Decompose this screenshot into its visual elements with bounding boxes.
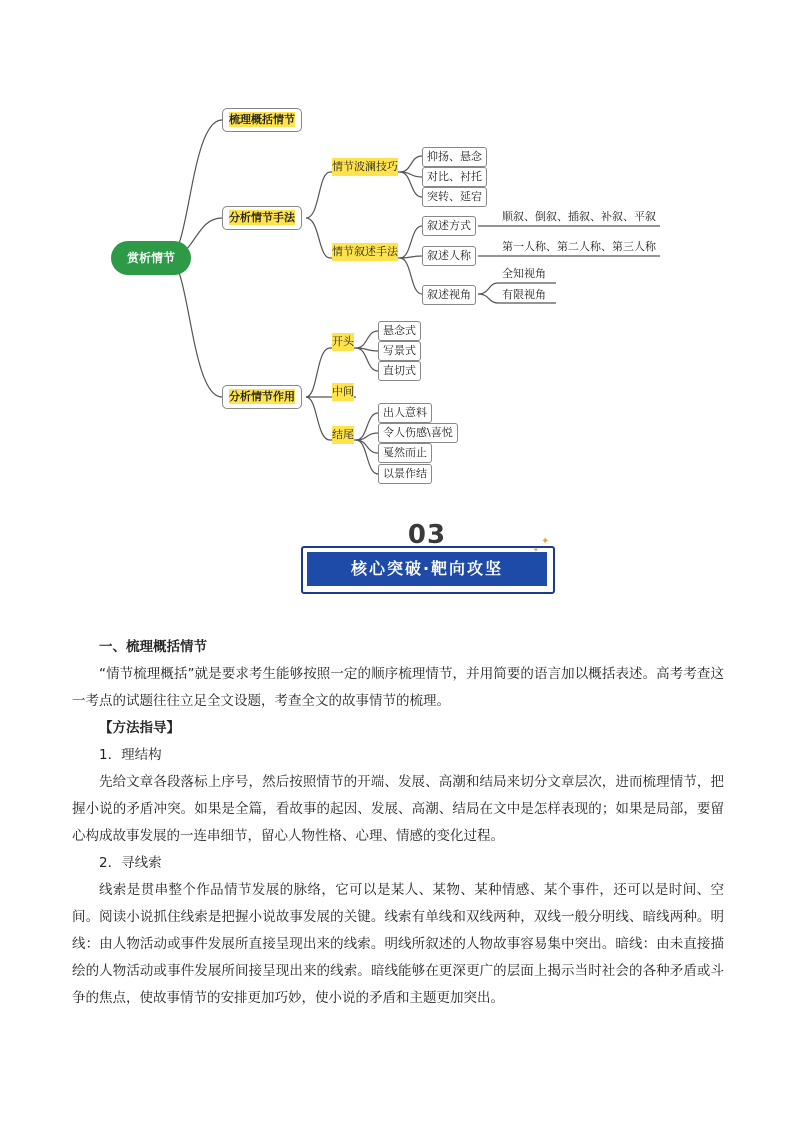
sparkle-icon: ✦ <box>541 536 550 547</box>
detail-omniscient-view: 全知视角 <box>502 267 546 280</box>
point1-paragraph: 先给文章各段落标上序号，然后按照情节的开端、发展、高潮和结局来切分文章层次，进而梳理情节，把握小说的矛盾冲突。如果是全篇，看故事的起因、发展、高潮、结局在文中是怎样表现的；如果是局部，要留心构成故事发展的一连串细节，留心人物性格、心理、情感的变化过程。 <box>72 774 724 844</box>
section-heading: 一、梳理概括情节 <box>99 639 207 655</box>
item-scenery-end: 以景作结 <box>378 464 432 484</box>
sub-narration-methods: 情节叙述手法 <box>332 243 398 261</box>
document-body <box>72 634 724 1012</box>
point1-title: 1．理结构 <box>99 747 162 763</box>
point2-title: 2．寻线索 <box>99 855 162 871</box>
item-abrupt-end: 戛然而止 <box>378 443 432 463</box>
point2-paragraph: 线索是贯串整个作品情节发展的脉络，它可以是某人、某物、某种情感、某个事件，还可以是时间、空间。阅读小说抓住线索是把握小说故事发展的关键。线索有单线和双线两种，双线一般分明线、暗线两种。明线：由人物活动或事件发展所直接呈现出来的线索。明线所叙述的人物故事容易集中突出。暗线：由未直接描绘的人物活动或事件发展所间接呈现出来的线索。暗线能够在更深更广的层面上揭示当时社会的各种矛盾或斗争的焦点，使故事情节的安排更加巧妙，使小说的矛盾和主题更加突出。 <box>72 882 724 1006</box>
sub-middle: 中间 <box>332 383 354 401</box>
item-narration-mode: 叙述方式 <box>422 216 476 236</box>
detail-narration-mode: 顺叙、倒叙、插叙、补叙、平叙 <box>502 210 656 223</box>
item-narration-person: 叙述人称 <box>422 246 476 266</box>
item-narration-perspective: 叙述视角 <box>422 285 476 305</box>
item-duibi-chentuo: 对比、衬托 <box>422 167 487 187</box>
sub-opening: 开头 <box>332 333 354 351</box>
branch-summarize-plot: 梳理概括情节 <box>222 108 302 132</box>
section-title: 核心突破·靶向攻坚 <box>307 552 547 586</box>
item-direct-style: 直切式 <box>378 361 421 381</box>
item-suspense-style: 悬念式 <box>378 321 421 341</box>
item-sad-joyful: 令人伤感\喜悦 <box>378 423 458 443</box>
branch-plot-technique: 分析情节手法 <box>222 206 302 230</box>
item-unexpected: 出人意料 <box>378 403 432 423</box>
sub-plot-twist-skills: 情节波澜技巧 <box>332 158 398 176</box>
section-number: 03 <box>407 520 447 550</box>
item-tuzhuan-yandang: 突转、延宕 <box>422 187 487 207</box>
sub-ending: 结尾 <box>332 426 354 444</box>
mindmap-root: 赏析情节 <box>111 241 191 275</box>
item-scenery-style: 写景式 <box>378 341 421 361</box>
detail-narration-person: 第一人称、第二人称、第三人称 <box>502 240 656 253</box>
sparkle-small-icon: ✦ <box>533 546 539 554</box>
intro-paragraph: “情节梳理概括”就是要求考生能够按照一定的顺序梳理情节，并用简要的语言加以概括表述。高考考查这一考点的试题往往立足全文设题，考查全文的故事情节的梳理。 <box>72 666 724 709</box>
item-yiyang-xuannian: 抑扬、悬念 <box>422 147 487 167</box>
branch-plot-function: 分析情节作用 <box>222 385 302 409</box>
method-label: 【方法指导】 <box>99 720 180 736</box>
detail-limited-view: 有限视角 <box>502 288 546 301</box>
